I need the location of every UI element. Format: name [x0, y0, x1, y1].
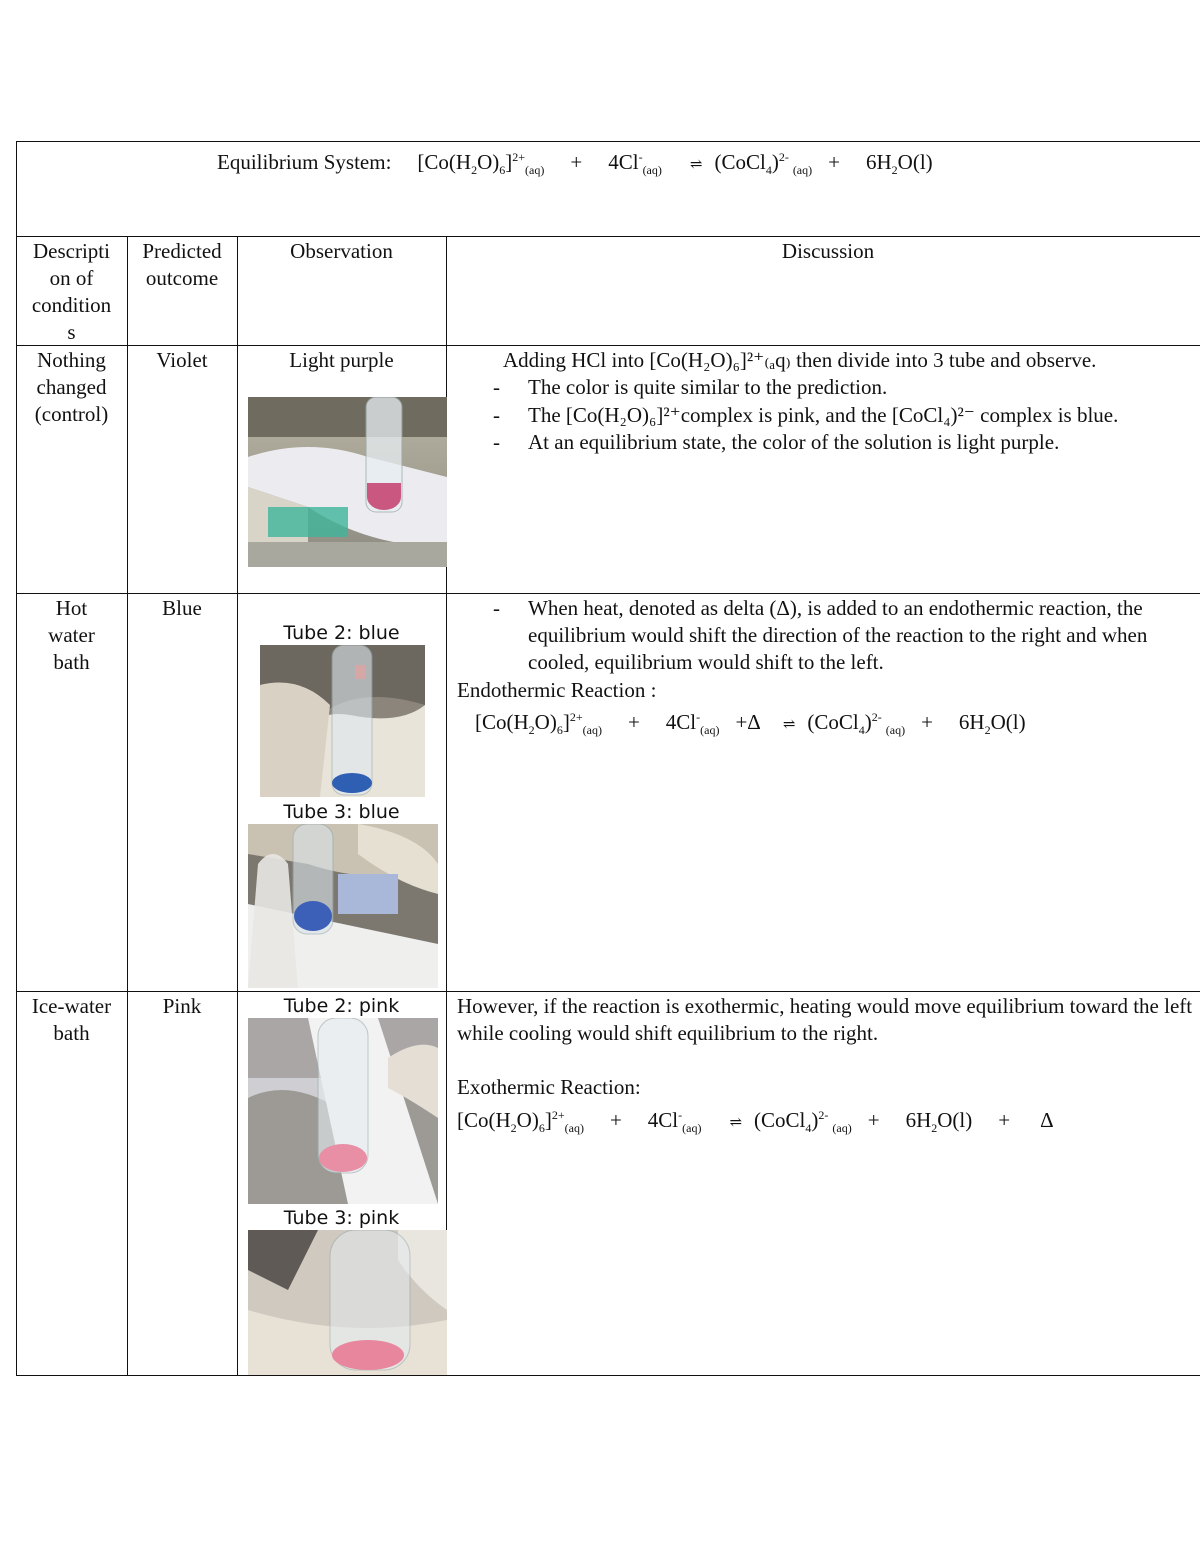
- title-label: Equilibrium System:: [217, 150, 392, 174]
- header-predicted: Predicted outcome: [142, 239, 222, 290]
- table-top-border: [16, 141, 1200, 142]
- row2-top-border: [16, 593, 1200, 594]
- row3-description: Ice-water bath: [31, 994, 112, 1045]
- row2-bullet: When heat, denoted as delta (Δ), is added to an endothermic reaction, the equilibrium would shift the direction of the reaction to the right and when cooled, equilibrium would shift to the left.: [528, 596, 1148, 674]
- ice-tube2-caption: Tube 2: pink: [283, 995, 400, 1017]
- row1-predicted: Violet: [156, 348, 208, 372]
- table-bottom-border: [16, 1375, 1200, 1376]
- ice-tube3-photo: [248, 1230, 447, 1375]
- header-description: Descripti on of condition s: [31, 239, 112, 344]
- endothermic-equation: $[Co(H_2O)_6]^{2+}_{(aq)} + 4Cl^-_{(aq)} +\Delta$ ⇌ (CoCl$_4$)$^{2-}_{(aq)}$ + $6H_2O(l)$: [475, 710, 1026, 738]
- row3-paragraph: However, if the reaction is exothermic, heating would move equilibrium toward the left while cooling would shift equilibrium to the right.: [457, 994, 1193, 1045]
- row1-bullet-1: The color is quite similar to the prediction.: [528, 375, 888, 399]
- row1-top-border: [16, 345, 1200, 346]
- row1-bullet-2: The [Co(H₂O)₆]²⁺complex is pink, and the [CoCl₄)²⁻ complex is blue.: [528, 403, 1119, 427]
- row2-predicted: Blue: [162, 596, 202, 620]
- row1-description: Nothing changed (control): [34, 348, 109, 426]
- hot-tube3-caption: Tube 3: blue: [283, 801, 400, 823]
- control-tube-photo: [248, 397, 447, 567]
- row3-top-border: [16, 991, 1200, 992]
- bullet-marker: -: [493, 596, 500, 620]
- col2-divider: [127, 236, 128, 1376]
- header-observation: Observation: [290, 239, 393, 263]
- hot-tube2-photo: [260, 645, 425, 797]
- ice-tube2-photo: [248, 1018, 438, 1204]
- header-discussion: Discussion: [781, 239, 875, 263]
- hot-tube2-caption: Tube 2: blue: [283, 622, 400, 644]
- exothermic-equation: $[Co(H_2O)_6]^{2+}_{(aq)} + 4Cl^-_{(aq)}$ ⇌ (CoCl$_4$)$^{2-}_{(aq)}$ + $6H_2O(l) + \Delta$: [457, 1108, 1054, 1136]
- row2-description: Hot water bath: [48, 596, 95, 674]
- bullet-marker: -: [493, 375, 500, 399]
- bullet-marker: -: [493, 430, 500, 454]
- bullet-marker: -: [493, 403, 500, 427]
- hot-tube3-photo: [248, 824, 438, 988]
- row1-discussion-intro: Adding HCl into [Co(H₂O)₆]²⁺₍ₐq₎ then divide into 3 tube and observe.: [503, 348, 1097, 372]
- row2-reaction-label: Endothermic Reaction :: [457, 678, 657, 702]
- ice-tube3-caption: Tube 3: pink: [283, 1207, 400, 1229]
- header-top-border: [16, 236, 1200, 237]
- row3-predicted: Pink: [162, 994, 202, 1018]
- row1-bullet-3: At an equilibrium state, the color of the solution is light purple.: [528, 430, 1060, 454]
- row1-observation-label: Light purple: [289, 348, 394, 372]
- row3-reaction-label: Exothermic Reaction:: [457, 1075, 641, 1099]
- equilibrium-system-title: Equilibrium System: $[Co(H_2O)_6]^{2+}_{(aq)} + 4Cl^-_{(aq)}$ ⇌ (CoCl$_4$)$^{2-}_{(aq)}$ + $6H_2O(l)$: [217, 150, 933, 178]
